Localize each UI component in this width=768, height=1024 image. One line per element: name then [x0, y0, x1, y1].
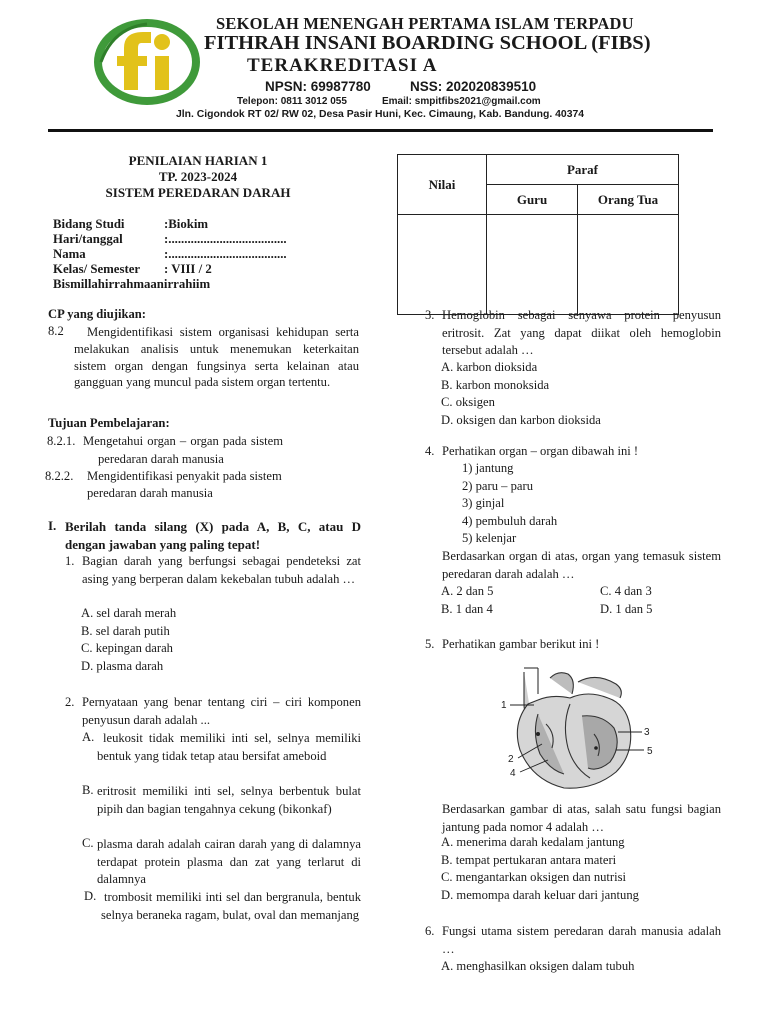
grade-signature-table	[397, 154, 679, 315]
answer-option[interactable]: A. 2 dan 5	[441, 584, 494, 598]
info-label: Hari/tanggal	[53, 232, 123, 246]
orang-tua-signature-cell[interactable]	[578, 215, 679, 315]
question-number: 1.	[65, 554, 75, 568]
question-stem: Perhatikan organ – organ dibawah ini !	[442, 444, 639, 458]
organ-list-item: 3) ginjal	[462, 496, 505, 510]
answer-option[interactable]: trombosit memiliki inti sel dan bergranula, bentuk selnya beraneka ragam, bulat, oval dan memanjang	[101, 890, 361, 922]
school-level-line: SEKOLAH MENENGAH PERTAMA ISLAM TERPADU	[216, 14, 634, 33]
tujuan-text-cont: peredaran darah manusia	[98, 452, 224, 466]
tujuan-text-cont: peredaran darah manusia	[87, 486, 213, 500]
answer-option[interactable]: A. karbon dioksida	[441, 360, 538, 374]
tujuan-number: 8.2.2.	[45, 469, 74, 483]
info-value: : VIII / 2	[164, 262, 212, 276]
info-label: Nama	[53, 247, 86, 261]
answer-option[interactable]: eritrosit memiliki inti sel, selnya berbentuk bulat pipih dan bagian tengahnya cekung (bikonkaf)	[97, 784, 361, 816]
basmalah: Bismillahirrahmaanirrahiim	[53, 277, 211, 291]
question-number: 2.	[65, 695, 75, 709]
answer-option[interactable]: A. sel darah merah	[81, 606, 177, 620]
exam-title-line3: SISTEM PEREDARAN DARAH	[105, 185, 291, 200]
guru-header: Guru	[487, 185, 578, 215]
email-address: Email: smpitfibs2021@gmail.com	[382, 96, 541, 107]
question-prompt: Berdasarkan organ di atas, organ yang temasuk sistem peredaran darah adalah …	[442, 549, 721, 581]
answer-option[interactable]: D. 1 dan 5	[600, 602, 653, 616]
organ-list-item: 2) paru – paru	[462, 479, 533, 493]
cp-heading: CP yang diujikan:	[48, 307, 146, 321]
guru-signature-cell[interactable]	[487, 215, 578, 315]
exam-title	[48, 153, 348, 201]
answer-option[interactable]: A. menerima darah kedalam jantung	[441, 835, 625, 849]
section-number: I.	[48, 518, 57, 533]
figure-label-4: 4	[510, 768, 516, 779]
option-letter[interactable]: C.	[82, 836, 94, 850]
answer-option[interactable]: C. mengantarkan oksigen dan nutrisi	[441, 870, 627, 884]
cp-text: Mengidentifikasi sistem organisasi kehidupan serta melakukan analisis untuk menemukan keterkaitan sistem organ dengan fungsinya serta kelainan atau gangguan yang muncul pada sistem organ tertentu.	[74, 325, 359, 390]
answer-option[interactable]: D. oksigen dan karbon dioksida	[441, 413, 601, 427]
organ-list-item: 5) kelenjar	[462, 531, 517, 545]
tujuan-heading: Tujuan Pembelajaran:	[48, 416, 170, 430]
answer-option[interactable]: C. kepingan darah	[81, 641, 173, 655]
question-number: 5.	[425, 637, 435, 651]
info-value: :Biokim	[164, 217, 209, 231]
nilai-header: Nilai	[398, 155, 487, 215]
question-stem: Fungsi utama sistem peredaran darah manusia adalah …	[442, 924, 721, 956]
header-divider	[48, 129, 713, 132]
cp-number: 8.2	[48, 324, 64, 338]
info-value[interactable]: :.....................................	[164, 232, 287, 246]
section-instruction	[65, 518, 361, 553]
tujuan-text: Mengidentifikasi penyakit pada sistem	[87, 469, 282, 483]
school-name: FITHRAH INSANI BOARDING SCHOOL (FIBS)	[204, 32, 651, 54]
question-stem: Pernyataan yang benar tentang ciri – ciri komponen penyusun darah adalah ...	[82, 695, 361, 727]
section-instruction-line2: dengan jawaban yang paling tepat!	[65, 536, 261, 552]
exam-title-line1: PENILAIAN HARIAN 1	[128, 153, 268, 168]
info-label: Kelas/ Semester	[53, 262, 141, 276]
question-stem: Bagian darah yang berfungsi sebagai pendeteksi zat asing yang berperan dalam kekebalan tubuh adalah …	[82, 554, 361, 586]
answer-option[interactable]: D. memompa darah keluar dari jantung	[441, 888, 639, 902]
school-logo	[93, 18, 201, 106]
question-stem: Hemoglobin sebagai senyawa protein penyusun eritrosit. Zat yang dapat diikat oleh hemoglobin tersebut adalah …	[442, 308, 721, 357]
nilai-cell[interactable]	[398, 215, 487, 315]
answer-option[interactable]: C. 4 dan 3	[600, 584, 652, 598]
question-stem: Perhatikan gambar berikut ini !	[442, 637, 600, 651]
answer-option[interactable]: plasma darah adalah cairan darah yang di dalamnya terdapat protein plasma dan zat yang terlarut di dalamnya	[97, 837, 361, 886]
nss-number: NSS: 202020839510	[410, 79, 537, 94]
section-instruction-line1: Berilah tanda silang (X) pada A, B, C, atau D	[65, 519, 361, 534]
question-number: 3.	[425, 308, 435, 322]
tujuan-text: Mengetahui organ – organ pada sistem	[83, 434, 284, 448]
phone-number: Telepon: 0811 3012 055	[237, 96, 347, 107]
figure-label-2: 2	[508, 754, 514, 765]
info-value[interactable]: :.....................................	[164, 247, 287, 261]
figure-label-5: 5	[647, 746, 653, 757]
question-number: 6.	[425, 924, 435, 938]
school-address: Jln. Cigondok RT 02/ RW 02, Desa Pasir Huni, Kec. Cimaung, Kab. Bandung. 40374	[176, 109, 585, 120]
question-prompt: Berdasarkan gambar di atas, salah satu fungsi bagian jantung pada nomor 4 adalah …	[442, 802, 721, 834]
answer-option[interactable]: leukosit tidak memiliki inti sel, selnya memiliki bentuk yang tidak tetap atau bersifat ameboid	[97, 731, 361, 763]
answer-option[interactable]: A. menghasilkan oksigen dalam tubuh	[441, 959, 635, 973]
answer-option[interactable]: B. sel darah putih	[81, 624, 170, 638]
option-letter[interactable]: B.	[82, 783, 94, 797]
figure-label-3: 3	[644, 727, 650, 738]
answer-option[interactable]: B. karbon monoksida	[441, 378, 550, 392]
answer-option[interactable]: D. plasma darah	[81, 659, 164, 673]
option-letter[interactable]: D.	[84, 889, 97, 903]
exam-title-line2: TP. 2023-2024	[158, 169, 238, 184]
answer-option[interactable]: C. oksigen	[441, 395, 495, 409]
answer-option[interactable]: B. 1 dan 4	[441, 602, 493, 616]
organ-list-item: 4) pembuluh darah	[462, 514, 558, 528]
organ-list-item: 1) jantung	[462, 461, 514, 475]
npsn-number: NPSN: 69987780	[265, 79, 371, 94]
paraf-header: Paraf	[487, 155, 679, 185]
option-letter[interactable]: A.	[82, 730, 95, 744]
info-label: Bidang Studi	[53, 217, 125, 231]
figure-label-1: 1	[501, 700, 507, 711]
tujuan-number: 8.2.1.	[47, 434, 76, 448]
accreditation-status: TERAKREDITASI A	[247, 55, 438, 76]
orang-tua-header: Orang Tua	[578, 185, 679, 215]
question-number: 4.	[425, 444, 435, 458]
heart-diagram	[498, 664, 668, 792]
answer-option[interactable]: B. tempat pertukaran antara materi	[441, 853, 617, 867]
